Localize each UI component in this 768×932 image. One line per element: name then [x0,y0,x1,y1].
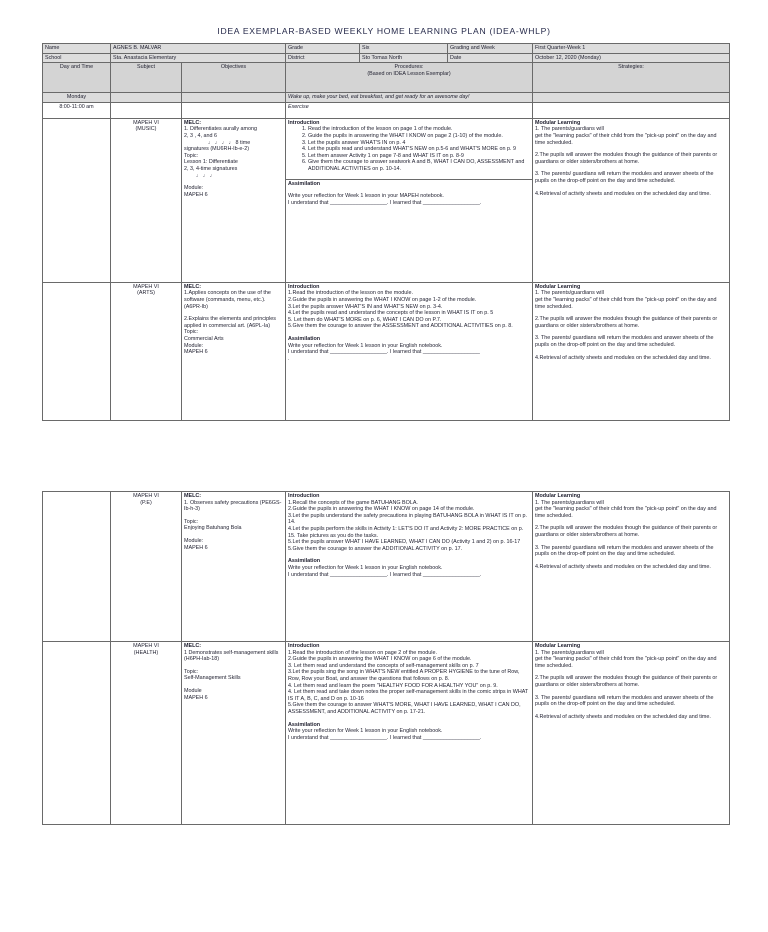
subject-cell [111,492,182,642]
subject-line: (P.E) [140,499,152,506]
assimilation-title: Assimilation [288,721,321,728]
objective-line: Module [184,687,202,694]
procedure-item: 3. Let the pupils answer WHAT'S IN on p. 4 [308,140,530,147]
name-value: AGNES B. MALVAR [111,44,286,54]
objective-line: 1.Applies concepts on the use of the software (commands, menu, etc.). (A6PR-Ib) [184,290,271,310]
strategy-line: Modular Learning [535,119,581,126]
procedures-cell [286,282,533,420]
strategy-line: 4.Retrieval of activity sheets and modules on the scheduled day and time. [535,563,711,570]
objective-line: MELC: [184,643,202,649]
procedures-title: Procedures: [394,64,424,71]
subject-line: MAPEH VI [133,283,159,290]
procedure-line: 2.Guide the pupils in answering the WHAT I KNOW on page 6 of the module. [288,656,472,663]
objectives-cell [182,492,286,642]
subject-line: (MUSIC) [135,126,157,133]
strategy-line: 1. The parents/guardians will [535,126,604,133]
procedure-section-title: Introduction [288,283,320,290]
column-header-row [43,63,730,93]
objective-line: 1. Observes safety precautions (PE6GS-Ib-h-3) [184,499,282,513]
objective-line: 1 Demonstrates self-management skills (H6PH-Iab-18) [184,649,279,663]
procedure-section-title: Introduction [288,493,320,499]
procedure-line: 5.Give them the courage to answer the ADDITIONAL ACTIVITY on p. 17. [288,545,463,552]
strategy-line: 4.Retrieval of activity sheets and modules on the scheduled day and time. [535,190,711,197]
strategy-line: 1. The parents/guardians will [535,499,604,506]
strategy-line: get the "learning packs" of their child from the "pick-up point" on the day and time scheduled. [535,132,717,146]
lesson-row-pe [43,492,730,642]
subject-cell [111,642,182,825]
objective-line: 2.Explains the elements and principles applied in commercial art. (A6PL-Ia) [184,316,276,329]
subject-line: MAPEH VI [133,643,159,649]
school-label: School [43,53,111,63]
procedure-line: 3.Let the pupils understand the safety precautions in playing BATUHANG BOLA in WHAT IS IT on p. 14. [288,512,528,526]
procedure-item: 2. Guide the pupils in answering the WHAT I KNOW on page 2 (1-10) of the module. [308,133,530,140]
lesson-row-arts [43,282,730,420]
learning-plan-table-page-1 [42,43,730,421]
empty-cell [111,93,182,103]
procedure-line: 3.Let the pupils answer WHAT'S IN and WHAT'S NEW on p. 3-4. [288,303,443,310]
subject-line: MAPEH VI [133,493,159,499]
subject-header: Subject [111,63,182,93]
procedure-line: 4.Let the pupils read and understand the concepts of the lesson in WHAT IS IT on p. 5 [288,310,494,317]
exercise-text: Exercise [286,102,533,118]
procedure-line: 2.Guide the pupils in answering the WHAT I KNOW on page 14 of the module. [288,506,475,513]
strategy-line: 3. The parents/ guardians will return the modules and answer sheets of the pupils on the drop-off point on the day and time scheduled. [535,544,714,558]
strategy-line: 2.The pupils will answer the modules though the guidance of their parents or guardians or older sisters/brothers at home. [535,152,718,165]
procedure-line: 1.Recall the concepts of the game BATUHANG BOLA. [288,499,418,506]
monday-row [43,93,730,103]
strategy-line: Modular Learning [535,493,581,499]
empty-cell [111,102,182,118]
school-value: Sta. Anastacia Elementary [111,53,286,63]
procedure-line: 3.Let the pupils sing the song in WHAT'S NEW entitled A PROPER HYGIENE to the tune of Row, Row, Row your Boat, and answer the questions that follows on p. 8. [288,669,520,682]
strategy-line: 4.Retrieval of activity sheets and modules on the scheduled day and time. [535,713,711,720]
date-label: Date [448,53,533,63]
assimilation-line: Write your reflection for Week 1 lesson in your MAPEH notebook. [288,193,444,200]
objective-line: Module: [184,537,204,544]
procedure-item: 5. Let them answer Activity 1 on page 7-8 and WHAT IS IT on p. 8-9 [308,153,530,160]
procedure-line: 5.Give them the courage to answer WHAT'S MORE, WHAT I HAVE LEARNED, WHAT I CAN DO, ASSESSMENT, and ADDITIONAL ACTIVITY on p. 17-21. [288,702,521,715]
time-cell: 8:00-11:00 am [43,102,111,118]
strategy-line: 1. The parents/guardians will [535,649,604,656]
procedure-line: 4. Let them read and take down notes the proper self-management skills in the comic strips in WHAT IS IT A, B, C, and D on p. 10-16 [288,689,529,702]
strategies-header: Strategies: [533,63,730,93]
objective-line: MELC: [184,493,202,499]
strategy-line: 3. The parents/ guardians will return the modules and answer sheets of the pupils on the drop-off point on the day and time scheduled. [535,335,714,348]
objective-line: Module: [184,185,204,192]
objective-line: Topic: [184,152,199,159]
procedure-section-title: Introduction [288,643,320,649]
procedure-line: 5.Let the pupils answer WHAT I HAVE LEARNED, WHAT I CAN DO (Activity 1 and 2) on p. 16-17 [288,539,521,546]
objective-line: Lesson 1: Differentiate [184,159,238,166]
time-row [43,102,730,118]
objective-line: Topic: [184,329,199,336]
day-cell [43,282,111,420]
procedures-subtitle: (Based on IDEA Lesson Exemplar) [367,70,451,77]
district-value: Sto Tomas North [360,53,448,63]
procedure-list [288,126,530,172]
assimilation-line: Write your reflection for Week 1 lesson in your English notebook. [288,342,443,349]
procedure-item: 4. Let the pupils read and understand WHAT'S NEW on p.5-6 and WHAT'S MORE on p. 9 [308,146,530,153]
strategy-line: 2.The pupils will answer the modules though the guidance of their parents or guardians or older sisters/brothers at home. [535,525,718,538]
day-time-header: Day and Time [43,63,111,93]
document-title: IDEA EXEMPLAR-BASED WEEKLY HOME LEARNING PLAN (IDEA-WHLP) [217,26,551,36]
grade-label: Grade [286,44,360,54]
strategy-line: Modular Learning [535,643,581,649]
objective-line: 2, 3, 4-time signatures [184,165,238,172]
assimilation-line: I understand that ___________________. I learned that ___________________. [288,199,482,206]
objectives-cell [182,642,286,825]
empty-cell [533,93,730,103]
procedure-item: 1. Read the introduction of the lesson on page 1 of the module. [308,126,530,133]
objective-line: Topic: [184,518,199,525]
strategies-cell [533,282,730,420]
procedure-line: 4.Let the pupils perform the skills in Activity 1: LET'S DO IT and Activity 2: MORE PRACTICE on p. 15. Take pictures as you do the tasks. [288,525,524,539]
subject-line: (HEALTH) [133,649,159,656]
strategy-line: 2.The pupils will answer the modules though the guidance of their parents or guardians or older sisters/brothers at home. [535,316,718,329]
objective-line: Commercial Arts [184,335,224,342]
strategies-cell [533,118,730,282]
objective-line: Enjoying Batuhang Bola [184,525,242,532]
objective-line: Topic: [184,668,199,675]
objective-line: 2, 3 , 4, and 6 [184,132,217,139]
objective-line: 1. Differentiates aurally among [184,126,258,133]
empty-cell [182,102,286,118]
strategy-line: get the "learning packs" of their child from the "pick-up point" on the day and time scheduled. [535,296,717,310]
procedure-line: 2.Guide the pupils in answering the WHAT I KNOW on page 1-2 of the module. [288,296,477,303]
subject-line: MAPEH VI [133,119,159,126]
objectives-header: Objectives [182,63,286,93]
procedures-cell [286,642,533,825]
procedure-line: 5. Let them do WHAT'S MORE on p. 6, WHAT I CAN DO on P.7. [288,316,442,323]
strategy-line: 4.Retrieval of activity sheets and modules on the scheduled day and time. [535,354,711,361]
date-value: October 12, 2020 (Monday) [533,53,730,63]
empty-cell [182,93,286,103]
assimilation-line: I understand that ___________________. I learned that ___________________ [288,349,480,356]
day-cell [43,118,111,282]
grade-value: Six [360,44,448,54]
grading-week-label: Grading and Week [448,44,533,54]
objectives-cell [182,282,286,420]
strategy-line: get the "learning packs" of their child from the "pick-up point" on the day and time scheduled. [535,656,717,669]
day-cell [43,642,111,825]
learning-plan-table-page-2 [42,491,730,825]
procedure-line: 3. Let them read and understand the concepts of self-management skills on p. 7 [288,662,479,669]
strategy-line: 3. The parents/ guardians will return the modules and answer sheets of the pupils on the drop-off point on the day and time scheduled. [535,694,714,708]
subject-line: (ARTS) [137,290,155,297]
assimilation-line: Write your reflection for Week 1 lesson in your English notebook. [288,728,443,735]
procedures-header [286,63,533,93]
procedures-cell [286,492,533,642]
objective-line: MAPEH 6 [184,694,208,701]
procedure-line: 4. Let them read and learn the poem "HEALTHY FOOD FOR A HEALTHY YOU" on p. 9. [288,682,498,689]
assimilation-line: I understand that ___________________. I learned that ___________________. [288,734,482,741]
strategy-line: 3. The parents/ guardians will return the modules and answer sheets of the pupils on the drop-off point on the day and time scheduled. [535,171,714,184]
assimilation-line: . [288,355,290,362]
objectives-cell [182,118,286,282]
procedure-item: 6. Give them the courage to answer seatwork A and B, WHAT I CAN DO, ASSESSMENT and ADDITIONAL ACTIVITIES on p. 10-14. [308,159,530,172]
daily-routine-text: Wake up, make your bed, eat breakfast, and get ready for an awesome day! [286,93,533,103]
lesson-row-music [43,118,730,282]
district-label: District [286,53,360,63]
assimilation-title: Assimilation [288,335,321,342]
lesson-row-health [43,642,730,825]
assimilation-line: Write your reflection for Week 1 lesson in your English notebook. [288,564,443,571]
procedures-cell [286,118,533,282]
procedure-line: 5.Give them the courage to answer the ASSESSMENT and ADDITIONAL ACTIVITIES on p. 8. [288,323,513,330]
procedure-line: 1.Read the introduction of the lesson on the module. [288,290,413,297]
strategies-cell [533,492,730,642]
objective-line: MELC: [184,283,202,290]
objective-line: Self-Management Skills [184,675,241,682]
subject-cell [111,282,182,420]
day-cell [43,492,111,642]
assimilation-title: Assimilation [288,558,321,565]
subject-cell [111,118,182,282]
objective-line: MAPEH 6 [184,191,208,198]
objective-line: signatures (MU6RH-Ib-e-2) [184,146,250,153]
objective-line: Module: [184,342,204,349]
strategy-line: get the "learning packs" of their child from the "pick-up point" on the day and time scheduled. [535,506,717,519]
grading-week-value: First Quarter-Week 1 [533,44,730,54]
info-row-name [43,44,730,54]
assimilation-line: I understand that ___________________. I learned that ___________________. [288,571,482,578]
procedure-line: 1.Read the introduction of the lesson on page 2 of the module. [288,649,437,656]
info-row-school [43,53,730,63]
procedure-section-title: Introduction [288,119,320,126]
time-signature-symbols: ♩ ♩ ♩ ♩ 8 time [208,139,251,146]
empty-cell [533,102,730,118]
assimilation-divider [286,179,532,180]
strategy-line: Modular Learning [535,283,581,290]
objective-line: MAPEH 6 [184,544,208,551]
day-cell: Monday [43,93,111,103]
strategy-line: 2.The pupils will answer the modules though the guidance of their parents or guardians or older sisters/brothers at home. [535,675,718,688]
strategies-cell [533,642,730,825]
time-signature-symbols: ♩ ♩ ♩ [196,172,216,179]
objective-line: MELC: [184,119,202,126]
strategy-line: 1. The parents/guardians will [535,290,604,297]
name-label: Name [43,44,111,54]
assimilation-title: Assimilation [288,180,321,187]
objective-line: MAPEH 6 [184,349,208,356]
